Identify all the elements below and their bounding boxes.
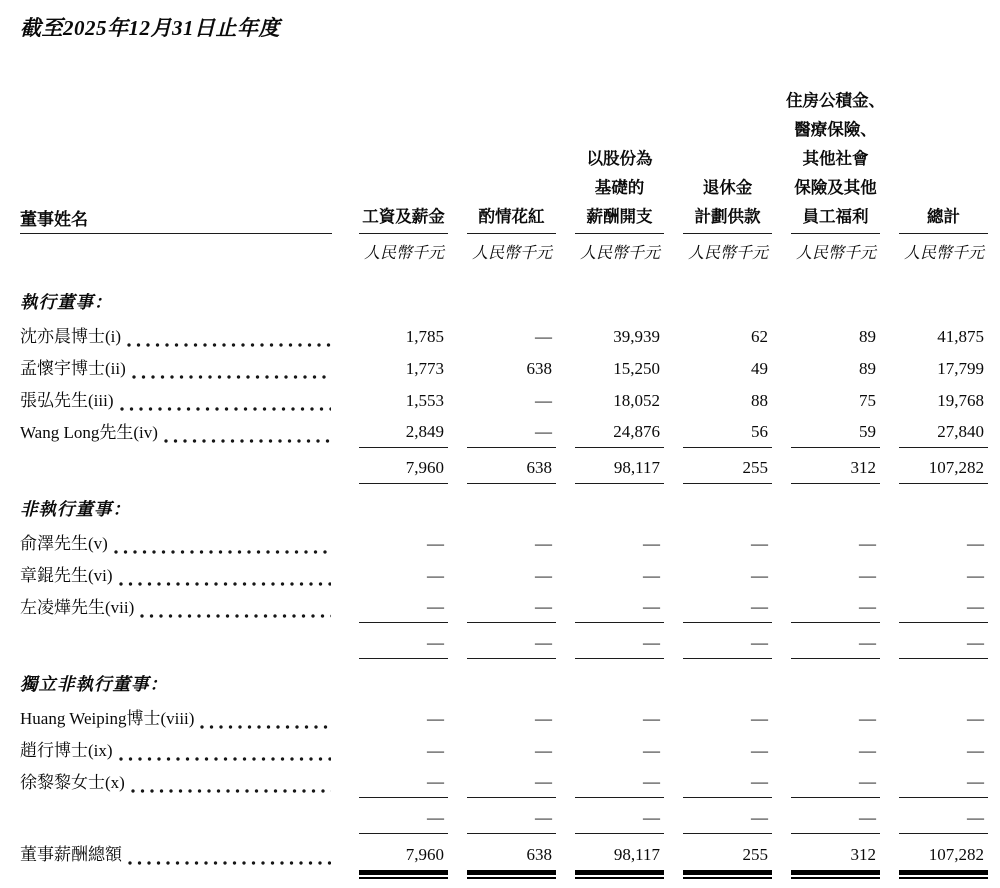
name-cell-td — [20, 320, 340, 352]
value-cell-td — [340, 320, 448, 352]
value-cell: 24,876 — [575, 416, 664, 448]
unit-cell — [448, 234, 556, 277]
name-cell-td — [20, 766, 340, 798]
director-name: 孟懷宇博士(ii) — [20, 359, 126, 378]
unit-cell — [664, 234, 772, 277]
value-cell-td — [340, 766, 448, 798]
name-cell-td — [20, 384, 340, 416]
header-row — [20, 86, 988, 234]
value-cell-td — [340, 734, 448, 766]
column-header-line: 員工福利 — [802, 207, 869, 226]
director-name-cell — [20, 533, 332, 559]
section-heading-row — [20, 484, 988, 527]
total-label: 董事薪酬總額 — [20, 845, 122, 864]
value-cell: — — [859, 741, 876, 760]
value-cell-td — [772, 591, 880, 623]
value-cell: 39,939 — [613, 327, 660, 346]
name-column-header-cell — [20, 86, 340, 234]
value-cell-td — [880, 559, 988, 591]
subtotal-cell: — — [791, 798, 880, 834]
empty-cell — [20, 448, 340, 484]
value-cell-td — [664, 527, 772, 559]
section-heading-cell — [20, 659, 988, 702]
subtotal-cell: — — [359, 798, 448, 834]
value-cell: — — [683, 766, 772, 798]
total-value-cell: 107,282 — [899, 844, 988, 875]
value-cell-td — [448, 559, 556, 591]
value-cell: — — [643, 709, 660, 728]
subtotal-cell-td — [664, 448, 772, 484]
unit-label: 人民幣千元 — [795, 245, 876, 262]
column-header — [683, 173, 772, 234]
subtotal-cell-td — [556, 448, 664, 484]
director-name: 俞澤先生(v) — [20, 534, 108, 553]
value-cell: 1,785 — [405, 327, 444, 346]
column-header-line: 保險及其他 — [794, 178, 877, 197]
value-cell-td — [664, 320, 772, 352]
value-cell: — — [899, 766, 988, 798]
director-name: Huang Weiping博士(viii) — [20, 709, 195, 728]
unit-cell — [772, 234, 880, 277]
value-cell-td — [340, 702, 448, 734]
subtotal-cell-td — [880, 448, 988, 484]
section-heading: 獨立非執行董事： — [20, 674, 168, 694]
subtotal-cell: — — [575, 623, 664, 659]
dotted-leader — [128, 853, 331, 866]
value-cell-td — [772, 320, 880, 352]
value-cell: 62 — [751, 327, 768, 346]
value-cell-td — [556, 384, 664, 416]
value-cell: — — [751, 709, 768, 728]
value-cell-td — [448, 384, 556, 416]
table-row — [20, 559, 988, 591]
value-cell-td — [340, 559, 448, 591]
value-cell: — — [751, 534, 768, 553]
director-name: Wang Long先生(iv) — [20, 423, 158, 442]
table-head — [20, 86, 988, 234]
value-cell-td — [880, 527, 988, 559]
subtotal-cell-td — [556, 798, 664, 834]
name-column-header: 董事姓名 — [20, 205, 332, 234]
column-header-cell — [772, 86, 885, 234]
subtotal-cell-td — [340, 448, 448, 484]
value-cell: — — [427, 566, 444, 585]
total-value-cell: 255 — [683, 844, 772, 875]
value-cell-td — [880, 416, 988, 448]
dotted-leader — [120, 399, 332, 412]
director-name: 徐黎黎女士(x) — [20, 773, 125, 792]
subtotal-cell-td — [340, 798, 448, 834]
subtotal-cell: — — [467, 623, 556, 659]
dotted-leader — [131, 781, 331, 794]
value-cell-td — [556, 766, 664, 798]
value-cell: 89 — [859, 359, 876, 378]
director-name-cell — [20, 390, 332, 416]
unit-cell — [556, 234, 664, 277]
director-name-cell — [20, 708, 332, 734]
name-cell-td — [20, 416, 340, 448]
value-cell: — — [791, 766, 880, 798]
value-cell-td — [772, 702, 880, 734]
value-cell: 27,840 — [899, 416, 988, 448]
name-cell-td — [20, 702, 340, 734]
value-cell: — — [967, 709, 984, 728]
value-cell-td — [556, 416, 664, 448]
value-cell: 41,875 — [937, 327, 984, 346]
dotted-leader — [114, 542, 331, 555]
value-cell: — — [859, 709, 876, 728]
value-cell-td — [664, 591, 772, 623]
subtotal-cell: — — [683, 798, 772, 834]
column-header-cell — [448, 86, 556, 234]
table-row — [20, 766, 988, 798]
subtotal-cell: — — [359, 623, 448, 659]
empty-cell — [20, 623, 340, 659]
value-cell-td — [340, 527, 448, 559]
section-heading-row — [20, 277, 988, 320]
value-cell: — — [535, 566, 552, 585]
value-cell-td — [772, 384, 880, 416]
value-cell: — — [751, 741, 768, 760]
subtotal-cell: 312 — [791, 448, 880, 484]
value-cell: — — [899, 591, 988, 623]
subtotal-cell: — — [683, 623, 772, 659]
value-cell-td — [340, 416, 448, 448]
column-header-line: 酌情花紅 — [478, 207, 545, 226]
section-heading: 執行董事： — [20, 292, 113, 312]
value-cell-td — [448, 352, 556, 384]
column-header — [575, 144, 664, 234]
name-cell-td — [20, 527, 340, 559]
empty-cell — [20, 234, 340, 277]
subtotal-cell: 638 — [467, 448, 556, 484]
section-heading-cell — [20, 484, 988, 527]
subtotal-cell: — — [575, 798, 664, 834]
subtotal-cell-td — [880, 798, 988, 834]
value-cell: — — [643, 534, 660, 553]
value-cell-td — [448, 320, 556, 352]
subtotal-row — [20, 623, 988, 659]
director-name: 章錕先生(vi) — [20, 566, 113, 585]
value-cell-td — [880, 384, 988, 416]
subtotal-cell-td — [448, 448, 556, 484]
dotted-leader — [200, 717, 331, 730]
subtotal-cell: 107,282 — [899, 448, 988, 484]
director-name-cell — [20, 565, 332, 591]
empty-cell — [20, 798, 340, 834]
value-cell-td — [556, 702, 664, 734]
value-cell-td — [880, 734, 988, 766]
value-cell: — — [535, 534, 552, 553]
director-name: 左凌燁先生(vii) — [20, 598, 135, 617]
column-header-line: 退休金 — [702, 178, 753, 197]
table-row — [20, 384, 988, 416]
value-cell: — — [859, 566, 876, 585]
table-row — [20, 591, 988, 623]
column-header-line: 工資及薪金 — [362, 207, 445, 226]
total-label-cell — [20, 844, 332, 875]
value-cell: 19,768 — [937, 391, 984, 410]
subtotal-cell: — — [467, 798, 556, 834]
subtotal-cell-td — [448, 623, 556, 659]
value-cell: — — [535, 741, 552, 760]
column-header-line: 以股份為 — [586, 149, 653, 168]
value-cell-td — [880, 702, 988, 734]
total-value-td — [556, 834, 664, 888]
value-cell-td — [340, 591, 448, 623]
value-cell-td — [772, 734, 880, 766]
director-name-cell — [20, 772, 332, 798]
unit-label: 人民幣千元 — [687, 245, 768, 262]
dotted-leader — [164, 431, 331, 444]
table-row — [20, 527, 988, 559]
value-cell-td — [556, 734, 664, 766]
column-header-line: 薪酬開支 — [586, 207, 653, 226]
column-header-line: 住房公積金、 — [786, 91, 885, 110]
value-cell: 1,773 — [405, 359, 444, 378]
value-cell-td — [556, 591, 664, 623]
value-cell-td — [664, 352, 772, 384]
unit-label: 人民幣千元 — [903, 245, 984, 262]
value-cell: — — [751, 566, 768, 585]
value-cell-td — [772, 559, 880, 591]
subtotal-cell: 255 — [683, 448, 772, 484]
total-row — [20, 834, 988, 888]
director-name-cell — [20, 326, 332, 352]
subtotal-cell-td — [556, 623, 664, 659]
total-value-td — [448, 834, 556, 888]
value-cell: — — [535, 709, 552, 728]
value-cell: — — [683, 591, 772, 623]
value-cell: — — [359, 766, 448, 798]
director-name-cell — [20, 740, 332, 766]
table-body — [20, 234, 988, 888]
total-value-td — [340, 834, 448, 888]
subtotal-cell-td — [448, 798, 556, 834]
value-cell: — — [859, 534, 876, 553]
value-cell-td — [340, 352, 448, 384]
column-header — [899, 202, 988, 234]
value-cell: — — [359, 591, 448, 623]
value-cell: — — [643, 741, 660, 760]
column-header-line: 計劃供款 — [694, 207, 761, 226]
subtotal-cell-td — [664, 623, 772, 659]
total-value-cell: 638 — [467, 844, 556, 875]
value-cell: — — [535, 391, 552, 410]
value-cell-td — [556, 320, 664, 352]
remuneration-table — [20, 86, 988, 888]
column-header-cell — [556, 86, 664, 234]
table-row — [20, 352, 988, 384]
value-cell: — — [427, 741, 444, 760]
table-row — [20, 702, 988, 734]
value-cell: 88 — [751, 391, 768, 410]
director-name: 張弘先生(iii) — [20, 391, 114, 410]
unit-row — [20, 234, 988, 277]
value-cell-td — [880, 320, 988, 352]
value-cell: 56 — [683, 416, 772, 448]
value-cell-td — [880, 591, 988, 623]
subtotal-cell-td — [340, 623, 448, 659]
subtotal-cell-td — [664, 798, 772, 834]
table-row — [20, 734, 988, 766]
section-heading: 非執行董事： — [20, 499, 131, 519]
director-name: 沈亦晨博士(i) — [20, 327, 122, 346]
column-header-cell — [664, 86, 772, 234]
value-cell: — — [467, 591, 556, 623]
total-value-cell: 98,117 — [575, 844, 664, 875]
subtotal-cell: — — [791, 623, 880, 659]
subtotal-cell-td — [772, 798, 880, 834]
value-cell: 638 — [526, 359, 552, 378]
total-value-cell: 312 — [791, 844, 880, 875]
subtotal-cell: 98,117 — [575, 448, 664, 484]
dotted-leader — [132, 367, 331, 380]
value-cell-td — [448, 416, 556, 448]
table-row — [20, 416, 988, 448]
value-cell-td — [340, 384, 448, 416]
column-header-cell — [340, 86, 448, 234]
value-cell: 17,799 — [937, 359, 984, 378]
table-row — [20, 320, 988, 352]
unit-label: 人民幣千元 — [471, 245, 552, 262]
value-cell: — — [575, 591, 664, 623]
column-header-line: 基礎的 — [594, 178, 645, 197]
subtotal-cell-td — [880, 623, 988, 659]
value-cell-td — [772, 416, 880, 448]
value-cell: — — [967, 566, 984, 585]
value-cell: 89 — [859, 327, 876, 346]
director-name-cell — [20, 422, 332, 448]
column-header — [359, 202, 448, 234]
value-cell-td — [556, 559, 664, 591]
name-cell-td — [20, 352, 340, 384]
value-cell-td — [448, 766, 556, 798]
value-cell: — — [967, 741, 984, 760]
unit-cell — [880, 234, 988, 277]
total-value-td — [772, 834, 880, 888]
value-cell: — — [467, 416, 556, 448]
column-header — [467, 202, 556, 234]
dotted-leader — [140, 606, 331, 619]
value-cell-td — [448, 527, 556, 559]
value-cell-td — [880, 766, 988, 798]
column-header-line: 總計 — [927, 207, 960, 226]
value-cell-td — [880, 352, 988, 384]
subtotal-cell: — — [899, 798, 988, 834]
value-cell: 49 — [751, 359, 768, 378]
value-cell-td — [664, 384, 772, 416]
value-cell: 2,849 — [359, 416, 448, 448]
name-cell-td — [20, 559, 340, 591]
subtotal-row — [20, 448, 988, 484]
value-cell: — — [643, 566, 660, 585]
value-cell-td — [664, 766, 772, 798]
value-cell: — — [791, 591, 880, 623]
dotted-leader — [119, 749, 331, 762]
subtotal-row — [20, 798, 988, 834]
total-value-td — [664, 834, 772, 888]
value-cell: 18,052 — [613, 391, 660, 410]
value-cell-td — [664, 559, 772, 591]
value-cell: 15,250 — [613, 359, 660, 378]
value-cell: 59 — [791, 416, 880, 448]
director-name-cell — [20, 597, 332, 623]
total-value-cell: 7,960 — [359, 844, 448, 875]
column-header-cell — [880, 86, 988, 234]
value-cell-td — [448, 734, 556, 766]
value-cell-td — [772, 527, 880, 559]
dotted-leader — [127, 335, 331, 348]
subtotal-cell: — — [899, 623, 988, 659]
column-header — [786, 86, 885, 234]
value-cell: — — [467, 766, 556, 798]
subtotal-cell-td — [772, 448, 880, 484]
column-header-line: 其他社會 — [802, 149, 869, 168]
unit-cell — [340, 234, 448, 277]
value-cell: — — [427, 709, 444, 728]
page-title: 截至2025年12月31日止年度 — [20, 16, 280, 40]
section-heading-row — [20, 659, 988, 702]
value-cell: — — [575, 766, 664, 798]
value-cell-td — [556, 352, 664, 384]
name-cell-td — [20, 734, 340, 766]
director-name: 趙行博士(ix) — [20, 741, 113, 760]
value-cell-td — [772, 352, 880, 384]
value-cell-td — [664, 734, 772, 766]
value-cell: 75 — [859, 391, 876, 410]
dotted-leader — [119, 574, 331, 587]
value-cell-td — [448, 702, 556, 734]
value-cell: 1,553 — [405, 391, 444, 410]
subtotal-cell: 7,960 — [359, 448, 448, 484]
section-heading-cell — [20, 277, 988, 320]
column-header-line: 醫療保險、 — [794, 120, 877, 139]
value-cell: — — [427, 534, 444, 553]
value-cell-td — [664, 416, 772, 448]
value-cell: — — [535, 327, 552, 346]
director-name-cell — [20, 358, 332, 384]
value-cell-td — [556, 527, 664, 559]
subtotal-cell-td — [772, 623, 880, 659]
unit-label: 人民幣千元 — [363, 245, 444, 262]
name-cell-td — [20, 591, 340, 623]
value-cell: — — [967, 534, 984, 553]
total-label-td — [20, 834, 340, 888]
total-value-td — [880, 834, 988, 888]
value-cell-td — [664, 702, 772, 734]
unit-label: 人民幣千元 — [579, 245, 660, 262]
value-cell-td — [772, 766, 880, 798]
value-cell-td — [448, 591, 556, 623]
